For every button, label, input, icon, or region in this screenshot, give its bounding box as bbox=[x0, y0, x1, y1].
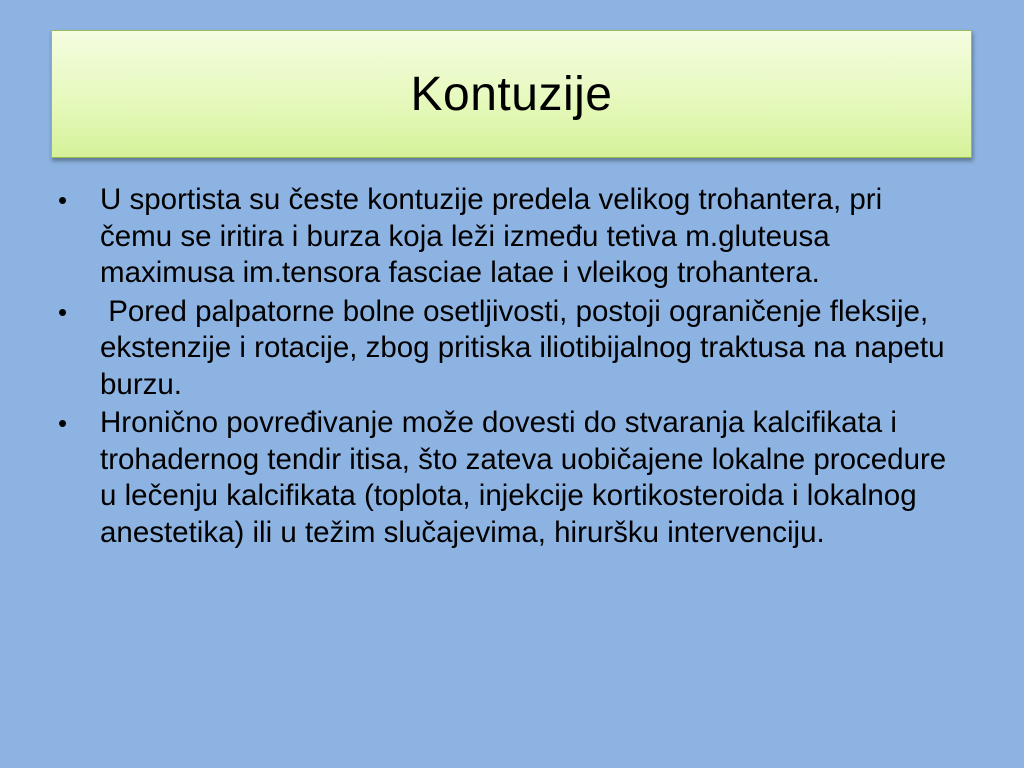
bullet-icon: • bbox=[58, 296, 68, 327]
bullet-text: Pored palpatorne bolne osetljivosti, postoji ograničenje fleksije, ekstenzije i rotacije, zbog pritiska iliotibijalnog traktusa na napetu burzu. bbox=[100, 294, 953, 401]
bullet-list bbox=[56, 182, 956, 553]
bullet-item-1 bbox=[56, 182, 956, 292]
bullet-item-2 bbox=[56, 294, 956, 404]
slide-title: Kontuzije bbox=[410, 67, 613, 121]
bullet-item-3 bbox=[56, 405, 956, 551]
bullet-icon: • bbox=[58, 185, 68, 215]
bullet-icon: • bbox=[58, 408, 68, 438]
title-box bbox=[51, 30, 972, 158]
bullet-text: Hronično povređivanje može dovesti do stvaranja kalcifikata i trohadernog tendir itisa, što zateva uobičajene lokalne procedure u lečenju kalcifikata (toplota, injekcije kortikosteroida i lokalnog anestetika) ili u težim slučajevima, hiruršku intervenciju. bbox=[100, 406, 947, 549]
bullet-text: U sportista su česte kontuzije predela velikog trohantera, pri čemu se iritira i burza koja leži između tetiva m.gluteusa maximusa im.tensora fasciae latae i vleikog trohantera. bbox=[100, 183, 883, 289]
